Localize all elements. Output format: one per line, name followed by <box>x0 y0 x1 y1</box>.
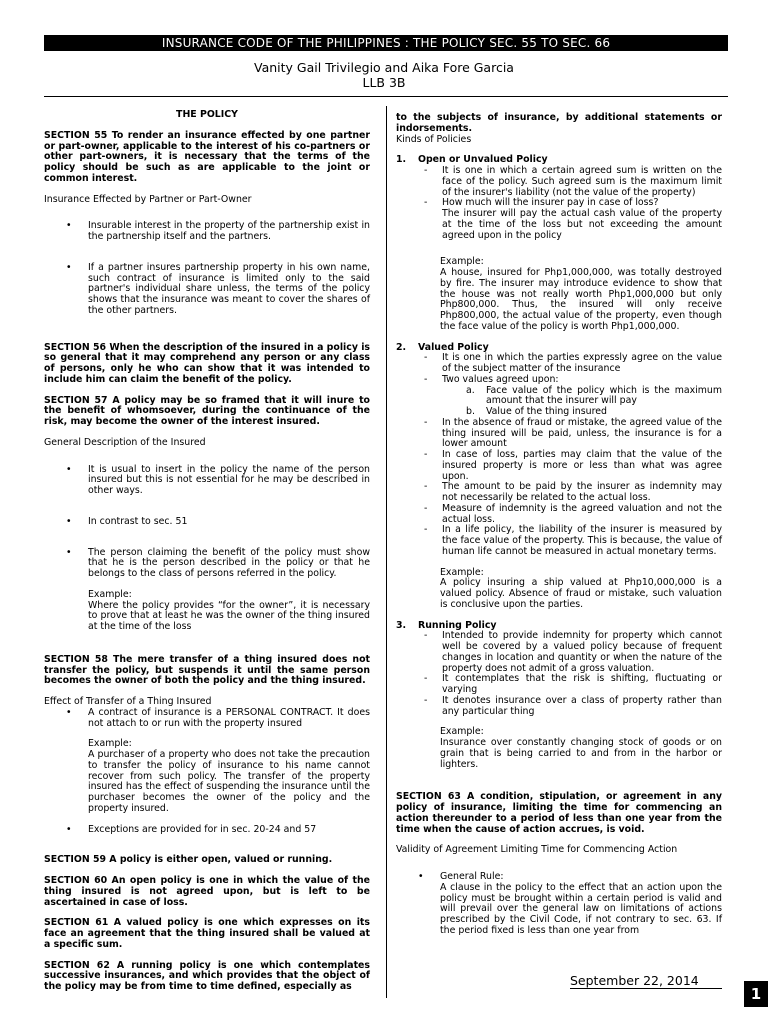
section-58: SECTION 58 The mere transfer of a thing insured does not transfer the policy, but suspends it until the same person becomes the owner of both the policy and the thing insured. <box>44 653 370 687</box>
example-text: A purchaser of a property who does not take the precaution to transfer the policy of insurance to his name cannot recover from such policy. The transfer of the property insured has the effect of suspending the insurance until the purchaser becomes the owner of the policy and the property insured. <box>88 749 370 814</box>
sub-item-text: Value of the thing insured <box>486 406 607 417</box>
section-59: SECTION 59 A policy is either open, valued or running. <box>44 854 333 866</box>
dash-item: - It is one in which the parties expressly agree on the value of the subject matter of the insurance <box>396 353 722 375</box>
footer-rule <box>570 988 722 989</box>
header-rule <box>44 96 728 97</box>
example-text: Where the policy provides “for the owner”, it is necessary to prove that at least he was the owner of the thing insured at the time of the loss <box>88 599 370 632</box>
dash-item: - In the absence of fraud or mistake, the agreed value of the thing insured will be paid, unless, the insurance is for a lower amount <box>396 418 722 450</box>
document-banner: INSURANCE CODE OF THE PHILIPPINES : THE POLICY SEC. 55 TO SEC. 66 <box>44 35 728 51</box>
right-column <box>396 113 722 937</box>
dash-item: - The amount to be paid by the insurer as indemnity may not necessarily be related to the actual loss. <box>396 482 722 504</box>
example-label: Example: <box>440 726 484 738</box>
sub-item <box>396 386 722 408</box>
example-label: Example: <box>440 256 484 268</box>
bullet-item: • The person claiming the benefit of the policy must show that he is the person described in the policy or that he belongs to the class of persons referred in the policy. <box>44 548 370 580</box>
section-56: SECTION 56 When the description of the insured in a policy is so general that it may comprehend any person or any class of persons, only he who can show that it was intended to include him can claim the benefit of the policy. <box>44 341 370 385</box>
bullet-item: • Exceptions are provided for in sec. 20-24 and 57 <box>44 825 370 836</box>
dash-item: - Measure of indemnity is the agreed valuation and not the actual loss. <box>396 504 722 526</box>
dash-item: - It denotes insurance over a class of property rather than any particular thing <box>396 696 722 718</box>
course-line: LLB 3B <box>362 75 406 90</box>
dash-item: - It contemplates that the risk is shifting, fluctuating or varying <box>396 674 722 696</box>
list-number: 3. <box>396 619 407 631</box>
section-title: THE POLICY <box>176 109 238 120</box>
bullet-item: • It is usual to insert in the policy the name of the person insured but this is not essential for he may be described in other ways. <box>44 465 370 497</box>
list-number: 2. <box>396 341 407 353</box>
left-column <box>44 110 370 993</box>
document-date: September 22, 2014 <box>570 973 699 988</box>
section-58-heading: Effect of Transfer of a Thing Insured <box>44 696 212 707</box>
bullet-item: • Insurable interest in the property of the partnership exist in the partnership itself and the partners. <box>44 221 370 243</box>
page-number: 1 <box>744 981 768 1007</box>
section-63: SECTION 63 A condition, stipulation, or agreement in any policy of insurance, limiting the time for commencing an action thereunder to a period of less than one year from the time when the cause of action accrues, is void. <box>396 791 722 835</box>
sub-item-text: Face value of the policy which is the maximum amount that the insurer will pay <box>486 384 722 407</box>
bullet-item: • A contract of insurance is a PERSONAL CONTRACT. It does not attach to or run with the property insured <box>44 708 370 730</box>
section-62: SECTION 62 A running policy is one which contemplates successive insurances, and which provides that the object of the policy may be from time to time defined, especially as <box>44 959 370 992</box>
dash-item: - In case of loss, parties may claim that the value of the insured property is more or less than what was agree upon. <box>396 450 722 482</box>
section-62-continued: to the subjects of insurance, by additional statements or indorsements. <box>396 112 722 134</box>
example-text: A house, insured for Php1,000,000, was totally destroyed by fire. The insurer may introduce evidence to show that the house was not really worth Php1,000,000 but only Php800,000. Thus, the insured will only receive Php800,000, the actual value of the property, even though the face value of the policy is worth Php1,000,000. <box>440 267 722 332</box>
section-55: SECTION 55 To render an insurance effected by one partner or part-owner, applicable to the interest of his co-partners or other part-owners, it is necessary that the terms of the policy should be such as are applicable to the joint or common interest. <box>44 129 370 184</box>
bullet-item: • In contrast to sec. 51 <box>44 517 370 528</box>
section-57: SECTION 57 A policy may be so framed that it will inure to the benefit of whomsoever, during the continuance of the risk, may become the owner of the interest insured. <box>44 394 370 427</box>
example-label: Example: <box>88 588 132 600</box>
section-57-heading: General Description of the Insured <box>44 436 206 448</box>
sub-item-letter: b. <box>466 406 475 417</box>
example-label: Example: <box>440 566 484 578</box>
column-divider <box>386 106 387 998</box>
section-63-heading: Validity of Agreement Limiting Time for Commencing Action <box>396 844 678 856</box>
policy-type-label: Valued Policy <box>418 341 489 353</box>
example-text: A policy insuring a ship valued at Php10,000,000 is a valued policy. Absence of fraud or mistake, such valuation is conclusive upon the parties. <box>440 577 722 610</box>
dash-item: - Intended to provide indemnity for property which cannot well be covered by a valued policy because of frequent changes in location and quantity or when the nature of the property does not admit of a gross valuation. <box>396 631 722 674</box>
example-label: Example: <box>88 738 132 750</box>
section-55-heading: Insurance Effected by Partner or Part-Owner <box>44 193 252 205</box>
dash-item: - Two values agreed upon: <box>396 375 722 386</box>
dash-item: - It is one in which a certain agreed sum is written on the face of the policy. Such agreed sum is the maximum limit of the insurer's liability (not the value of the property) <box>396 166 722 198</box>
section-60: SECTION 60 An open policy is one in which the value of the thing insured is not agreed upon, but is left to be ascertained in case of loss. <box>44 875 370 908</box>
sub-item-letter: a. <box>466 384 475 396</box>
list-number: 1. <box>396 154 407 166</box>
bullet-item: • If a partner insures partnership property in his own name, such contract of insurance is limited only to the said partner's individual share unless, the terms of the policy shows that the insurance was meant to cover the shares of the other partners. <box>44 263 370 317</box>
dash-item: - How much will the insurer pay in case of loss? <box>396 198 722 209</box>
bullet-item: • General Rule: <box>396 872 722 883</box>
example-text: Insurance over constantly changing stock of goods or on grain that is being carried to and from in the harbor or lighters. <box>440 737 722 770</box>
dash-item: - In a life policy, the liability of the insurer is measured by the face value of the property. This is because, the value of human life cannot be measured in actual monetary terms. <box>396 525 722 557</box>
section-61: SECTION 61 A valued policy is one which expresses on its face an agreement that the thing insured shall be valued at a specific sum. <box>44 917 370 950</box>
authors-line: Vanity Gail Trivilegio and Aika Fore Garcia <box>254 60 514 75</box>
dash-item-continued: The insurer will pay the actual cash value of the property at the time of the loss but not exceeding the amount agreed upon in the policy <box>442 208 722 241</box>
kinds-heading: Kinds of Policies <box>396 133 472 145</box>
policy-type-label: Running Policy <box>418 619 497 631</box>
bullet-item-text: A clause in the policy to the effect that an action upon the policy must be brought within a certain period is valid and will prevail over the general law on limitations of actions prescribed by the Civil Code, if not contrary to sec. 63. If the period fixed is less than one year from <box>440 881 722 936</box>
policy-type-label: Open or Unvalued Policy <box>418 154 548 166</box>
